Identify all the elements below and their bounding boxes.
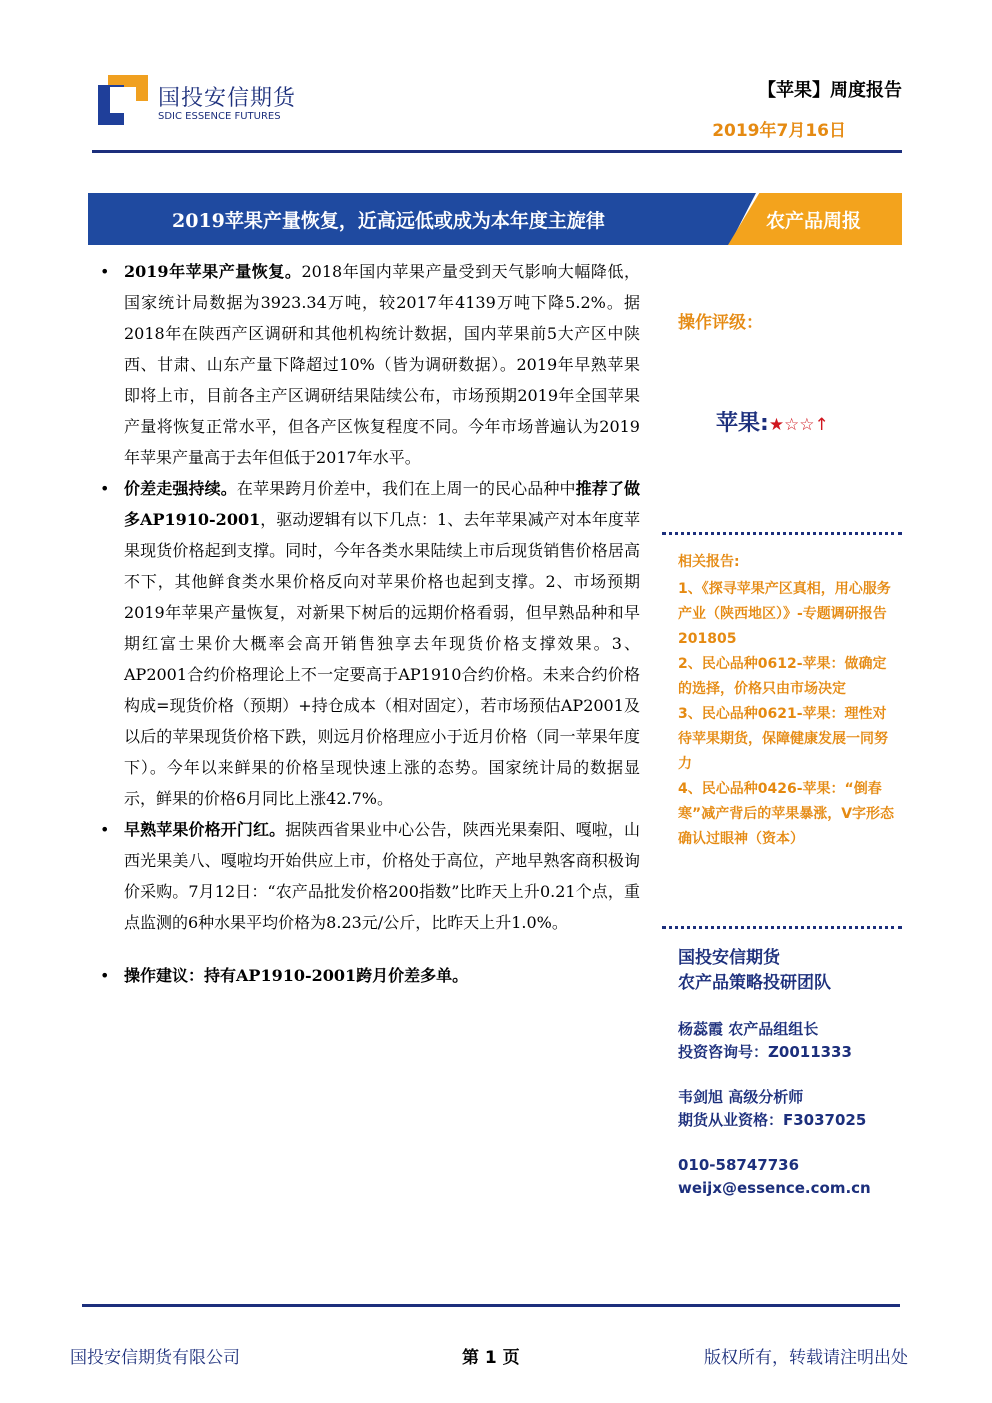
- contact-email[interactable]: weijx@essence.com.cn: [678, 1179, 871, 1197]
- contact-phone: 010-58747736: [678, 1156, 800, 1174]
- paragraph-text: ，驱动逻辑有以下几点：1、去年苹果减产对本年度苹果现货价格起到支撑。同时，今年各类水果陆续上市后现货销售价格居高不下，其他鲜食类水果价格反向对苹果价格也起到支撑。2、市场预期2019年苹果产量恢复，对新果下树后的远期价格看弱，但早熟品种和早期红富士果价大概率会高开销售独享去年现货价格支撑效果。3、AP2001合约价格理论上不一定要高于AP1910合约价格。未来合约价格构成=现货价格（预期）+持仓成本（相对固定），若市场预估AP2001及以后的苹果现货价格下跌，则远月价格理应小于近月价格（同一苹果年度下）。今年以来鲜果的价格呈现快速上涨的态势。国家统计局的数据显示，鲜果的价格6月同比上涨42.7%。: [124, 510, 640, 808]
- related-reports-title: 相关报告:: [678, 554, 740, 570]
- analyst-2-license: 期货从业资格：F3037025: [678, 1111, 867, 1129]
- footer-divider: [82, 1304, 900, 1307]
- footer-copyright: 版权所有，转载请注明出处: [704, 1348, 908, 1368]
- report-title: 2019苹果产量恢复，近高远低或成为本年度主旋律: [172, 210, 605, 232]
- report-category: 农产品周报: [766, 210, 862, 232]
- paragraph-text: 2018年国内苹果产量受到天气影响大幅降低，国家统计局数据为3923.34万吨，较2017年4139万吨下降5.2%。据2018年在陕西产区调研和其他机构统计数据，国内苹果前5大产区中陕西、甘肃、山东产量下降超过10%（皆为调研数据）。2019年早熟苹果即将上市，目前各主产区调研结果陆续公布，市场预期2019年全国苹果产量将恢复正常水平，但各产区恢复程度不同。今年市场普遍认为2019年苹果产量高于去年但低于2017年水平。: [124, 262, 640, 467]
- paragraph-lead: 价差走强持续。: [124, 479, 237, 498]
- related-report-item[interactable]: 2、民心品种0612-苹果：做确定的选择，价格只由市场决定: [678, 656, 887, 697]
- paragraph-lead: 2019年苹果产量恢复。: [124, 262, 302, 281]
- logo-chinese-name: 国投安信期货: [158, 86, 297, 111]
- company-logo: [98, 75, 308, 131]
- rating-label: 操作评级：: [678, 313, 763, 333]
- rating-stars-icon: ★☆☆↑: [768, 415, 829, 435]
- related-reports: [678, 550, 900, 852]
- related-report-item[interactable]: 4、民心品种0426-苹果：“倒春寒”减产背后的苹果暴涨，V字形态确认过眼神（资本）: [678, 781, 895, 847]
- logo-mark-icon: [98, 75, 148, 125]
- paragraph-early-apples: [100, 814, 640, 938]
- paragraph-text: 在苹果跨月价差中，我们在上周一的民心品种中: [236, 479, 576, 498]
- related-report-item[interactable]: 1、《探寻苹果产区真相，用心服务产业（陕西地区）》-专题调研报告 201805: [678, 581, 891, 647]
- title-banner: [88, 193, 902, 245]
- rating-product: 苹果:: [716, 411, 769, 436]
- paragraph-recommendation: [100, 960, 640, 991]
- related-report-item[interactable]: 3、民心品种0621-苹果：理性对待苹果期货，保障健康发展一同努力: [678, 706, 888, 772]
- logo-english-name: SDIC ESSENCE FUTURES: [158, 111, 281, 122]
- paragraph-spread: [100, 473, 640, 814]
- team-company: 国投安信期货: [678, 948, 780, 968]
- rating: [716, 406, 829, 437]
- main-content: [100, 256, 640, 991]
- research-team: [678, 946, 900, 1200]
- page-number: 第 1 页: [462, 1348, 520, 1368]
- analyst-1-name: 杨蕊霞 农产品组组长: [678, 1020, 819, 1038]
- analyst-2-name: 韦剑旭 高级分析师: [678, 1088, 804, 1106]
- report-type: 【苹果】周度报告: [758, 80, 902, 101]
- analyst-1-license: 投资咨询号：Z0011333: [678, 1043, 852, 1061]
- side-divider-top: [662, 532, 902, 535]
- footer-company: 国投安信期货有限公司: [70, 1348, 240, 1368]
- paragraph-production: [100, 256, 640, 473]
- paragraph-text: 据陕西省果业中心公告，陕西光果秦阳、嘎啦，山西光果美八、嘎啦均开始供应上市，价格处于高位，产地早熟客商积极询价采购。7月12日：“农产品批发价格200指数”比昨天上升0.21个点，重点监测的6种水果平均价格为8.23元/公斤，比昨天上升1.0%。: [124, 820, 640, 932]
- header-divider: [92, 150, 902, 153]
- paragraph-highlight: 推荐了做多AP1910-2001: [124, 479, 640, 529]
- report-date: 2019年7月16日: [712, 121, 846, 141]
- paragraph-lead: 早熟苹果价格开门红。: [124, 820, 286, 839]
- side-divider-bottom: [662, 926, 902, 929]
- recommendation-text: 操作建议：持有AP1910-2001跨月价差多单。: [124, 966, 469, 985]
- team-department: 农产品策略投研团队: [678, 973, 831, 993]
